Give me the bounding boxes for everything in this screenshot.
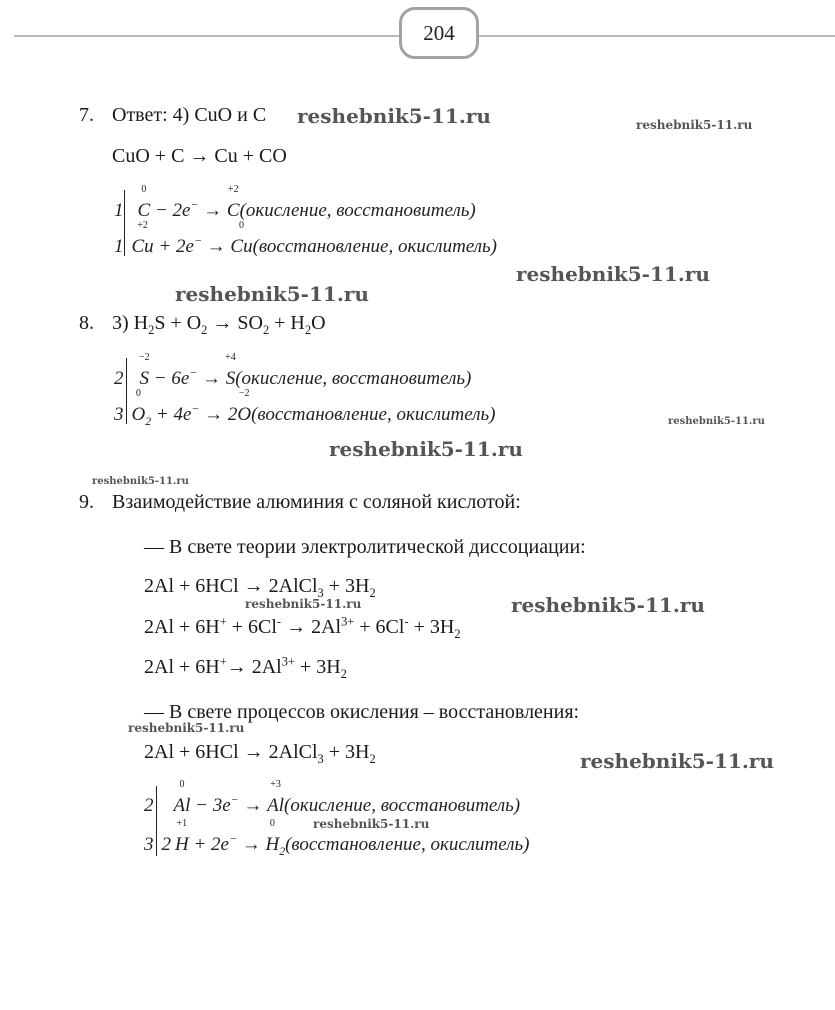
q8-number: 8. bbox=[79, 312, 94, 334]
redox-coefficient: 2 bbox=[114, 368, 124, 389]
watermark-text: reshebnik5-11.ru bbox=[92, 476, 189, 487]
q7-number: 7. bbox=[79, 104, 94, 126]
q9-number: 9. bbox=[79, 491, 94, 513]
q9-section-1-heading: — В свете теории электролитической диссоциации: bbox=[144, 536, 586, 558]
header-rule-left bbox=[14, 35, 400, 37]
q7-redox-line-2: 1 +2 Cu + 2e− → 0 Cu(восстановление, окислитель) bbox=[114, 220, 498, 257]
product-species: 0 H bbox=[265, 818, 280, 855]
q9-section-2-heading: — В свете процессов окисления – восстановления: bbox=[144, 701, 580, 723]
q7-answer: Ответ: 4) CuO и C bbox=[112, 104, 267, 126]
redox-note: (восстановление, окислитель) bbox=[251, 404, 496, 425]
redox-coefficient: 3 bbox=[144, 834, 154, 855]
watermark-text: reshebnik5-11.ru bbox=[511, 593, 705, 617]
q9-title: Взаимодействие алюминия с соляной кислотой: bbox=[112, 491, 521, 513]
watermark-text: reshebnik5-11.ru bbox=[329, 437, 523, 461]
redox-coefficient: 1 bbox=[114, 236, 124, 257]
watermark-text: reshebnik5-11.ru bbox=[636, 118, 753, 132]
reactant-species: +1 H bbox=[175, 818, 189, 855]
redox-coefficient: 3 bbox=[114, 404, 124, 425]
watermark-text: reshebnik5-11.ru bbox=[175, 282, 369, 306]
reactant-species: 0 Al bbox=[173, 779, 191, 816]
product-species: +4 S bbox=[225, 352, 236, 389]
q8-equation: 3) $H_2S + O_2 \to SO_2 + H_2O$ bbox=[112, 312, 326, 337]
watermark-text: reshebnik5-11.ru bbox=[128, 721, 245, 735]
q9-molecular-equation: 2Al + 6HCl → 2AlCl$_3$ + $3H_2$ bbox=[144, 575, 376, 600]
balance-bar bbox=[124, 190, 125, 256]
product-species: +3 Al bbox=[267, 779, 284, 816]
reactant-species: −2 S bbox=[138, 352, 150, 389]
product-species: +2 C bbox=[226, 184, 240, 221]
reactant-species: 0 O bbox=[131, 388, 146, 425]
q9-redox-line-2: 3 2 +1 H + 2e− → 0 $H_2(восстановление$, окислитель) bbox=[144, 818, 530, 858]
q9-redox-equation: 2Al + 6HCl → 2AlCl$_3$ + $3H_2$ bbox=[144, 741, 376, 766]
q9-full-ionic-equation: $2Al + 6H^+ + 6Cl^- \to 2Al^{3+} + 6Cl^- + 3H_2$ bbox=[144, 614, 461, 641]
watermark-text: reshebnik5-11.ru bbox=[245, 597, 362, 611]
q7-equation: CuO + C → Cu + CO bbox=[112, 145, 287, 167]
redox-note: (восстановление, окислитель) bbox=[252, 236, 498, 257]
reactant-species: +2 Cu bbox=[131, 220, 154, 257]
watermark-text: reshebnik5-11.ru bbox=[297, 104, 491, 128]
watermark-text: reshebnik5-11.ru bbox=[580, 749, 774, 773]
redox-note: (восстановление, окислитель) bbox=[285, 834, 530, 855]
redox-note: (окисление, восстановитель) bbox=[284, 795, 521, 816]
product-species: −2 O bbox=[237, 388, 252, 425]
redox-note: (окисление, восстановитель) bbox=[239, 200, 476, 221]
redox-coefficient: 2 bbox=[144, 795, 154, 816]
q9-short-ionic-equation: $2Al + 6H^+\to 2Al^{3+} + 3H_2$ bbox=[144, 654, 347, 681]
watermark-text: reshebnik5-11.ru bbox=[668, 416, 765, 427]
balance-bar bbox=[156, 786, 157, 856]
reactant-species: 0 C bbox=[137, 184, 151, 221]
q8-redox-line-1: 2 −2 S − 6e− → +4 S(окисление, восстановитель) bbox=[114, 352, 472, 389]
watermark-text: reshebnik5-11.ru bbox=[313, 817, 430, 831]
redox-coefficient: 1 bbox=[114, 200, 124, 221]
page-number: 204 bbox=[399, 7, 479, 59]
watermark-text: reshebnik5-11.ru bbox=[516, 262, 710, 286]
redox-note: (окисление, восстановитель) bbox=[235, 368, 472, 389]
product-species: 0 Cu bbox=[230, 220, 253, 257]
balance-bar bbox=[126, 358, 127, 424]
q8-redox-line-2: 3 0 $O_2 + 4e^- \to 2$ −2 O(восстановление, окислитель) bbox=[114, 388, 496, 428]
q9-redox-line-1: 2 0 Al − 3e− → +3 Al(окисление, восстановитель) bbox=[144, 779, 521, 816]
q7-redox-line-1: 1 0 C − 2e− → +2 C(окисление, восстановитель) bbox=[114, 184, 476, 221]
header-rule-right bbox=[478, 35, 835, 37]
